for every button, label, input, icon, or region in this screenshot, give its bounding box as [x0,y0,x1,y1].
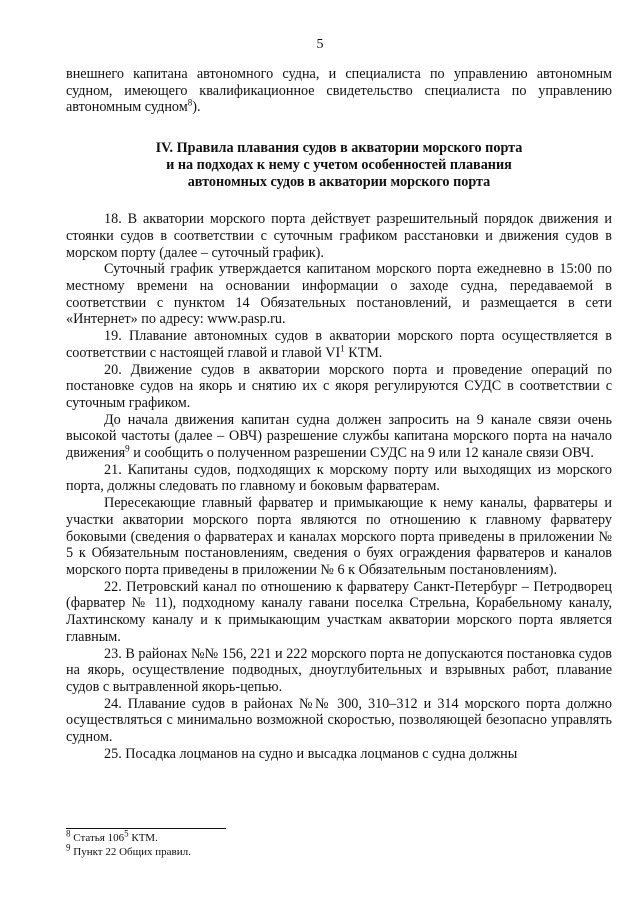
section-heading-line-1: IV. Правила плавания судов в акватории морского порта [155,140,523,157]
paragraph-23: 23. В районах №№ 156, 221 и 222 морского порта не допускаются постановка судов на якорь, осуществление подводных, дноуглубительных и взрывных работ, плавание судов с вытравленной якорь-цепью. [66,645,612,695]
footnote-ref-9[interactable]: 9 [125,443,130,454]
footnote-ref-8[interactable]: 8 [187,97,193,108]
section-heading [66,140,612,190]
intro-text-end: ). [192,99,201,116]
paragraph-22: 22. Петровский канал по отношению к фарватеру Санкт-Петербург – Петродворец (фарватер № 11), подходному каналу гавани поселка Стрельна, Корабельному каналу, Лахтинскому каналу и к примыкающим участкам акватории морского порта является главным. [66,578,612,645]
paragraph-19-text: 19. Плавание автономных судов в акватории морского порта осуществляется в соответствии с настоящей главой и главой VI [66,328,612,361]
footnote-8-end: КТМ. [128,832,158,844]
paragraph-21: 21. Капитаны судов, подходящих к морскому порту или выходящих из морского порта, должны следовать по главному и боковым фарватерам. [66,461,612,495]
page-number: 5 [316,37,324,52]
paragraph-24: 24. Плавание судов в районах №№ 300, 310–312 и 314 морского порта должно осуществляться с минимально возможной скоростью, позволяющей безопасно управлять судном. [66,695,612,746]
paragraph-20-vhf-text: До начала движения капитан судна должен запросить на 9 канале связи очень высокой частоты (далее – ОВЧ) разрешение службы капитана морского порта на начало движения [66,411,612,462]
paragraph-25: 25. Посадка лоцманов на судно и высадка лоцманов с судна должны [104,745,518,762]
footnotes [66,828,191,859]
paragraph-18: 18. В акватории морского порта действует разрешительный порядок движения и стоянки судов в соответствии с суточным графиком расстановки и движения судов в морском порту (далее – суточный график). [66,211,612,261]
footnote-9-number: 9 [66,842,71,853]
footnote-9-text: Пункт 22 Общих правил. [70,846,191,858]
paragraph-20-vhf [66,412,612,462]
footnote-9 [66,842,191,859]
paragraph-20-vhf-end: и сообщить о полученном разрешении СУДС на 9 или 12 канале связи ОВЧ. [129,445,594,462]
footnote-8-text: Статья 106 [70,832,125,844]
chapter-superscript: 1 [340,343,345,354]
section-heading-line-2: и на подходах к нему с учетом особенностей плавания [166,156,512,173]
footnote-divider [66,828,226,829]
paragraph-20: 20. Движение судов в акватории морского порта и проведение операций по постановке судов на якорь и снятию их с якоря регулируются СУДС в соответствии с суточным графиком. [66,361,612,411]
paragraph-19-end: КТМ. [344,344,383,361]
footnote-8 [66,828,191,845]
intro-text: внешнего капитана автономного судна, и специалиста по управлению автономным судном, имеющего квалификационное свидетельство специалиста по управлению автономным судном [66,66,612,116]
paragraph-18-schedule: Суточный график утверждается капитаном морского порта ежедневно в 15:00 по местному времени на основании информации о заходе судна, передаваемой в соответствии с пунктом 14 Обязательных постановлений, и размещается в сети «Интернет» по адресу: www.pasp.ru. [66,261,612,328]
intro-paragraph [66,66,612,116]
footnote-8-number: 8 [66,828,71,839]
footnote-8-superscript: 5 [124,828,129,839]
paragraph-19 [66,328,612,361]
paragraph-21-side-channels: Пересекающие главный фарватер и примыкающие к нему каналы, фарватеры и участки акватории морского порта являются по отношению к главному фарватеру боковыми (сведения о фарватерах и каналах морского порта приведены в приложении № 5 к Обязательным постановлениям, сведения о буях ограждения фарватеров и каналов морского порта приведены в приложении № 6 к Обязательным постановлениям). [66,495,612,578]
section-heading-line-3: автономных судов в акватории морского порта [187,173,491,190]
document-body [66,66,612,762]
